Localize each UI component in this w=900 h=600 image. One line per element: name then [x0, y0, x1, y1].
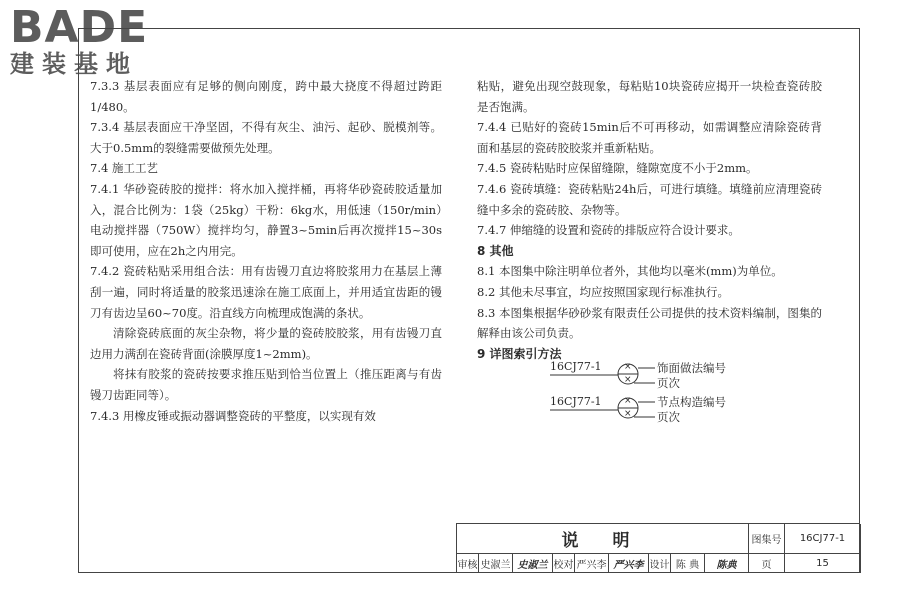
paragraph-7-3-3: 7.3.3 基层表面应有足够的侧向刚度，跨中最大挠度不得超过跨距1/480。	[90, 79, 442, 114]
page-number: 15	[785, 554, 861, 573]
paragraph-8-3: 8.3 本图集根据华砂砂浆有限责任公司提供的技术资料编制，图集的解释由该公司负责。	[477, 305, 822, 341]
review-label: 审核	[457, 554, 479, 573]
index-mark-1-top: ×	[624, 362, 632, 372]
index-label-2-bottom: 页次	[657, 410, 680, 424]
paragraph-7-4-1: 7.4.1 华砂瓷砖胶的搅拌：将水加入搅拌桶，再将华砂瓷砖胶适量加入，混合比例为：1袋（25kg）干粉：6kg水，用低速（150r/min）电动搅拌器（750W）搅拌均匀，静置3~5min后再次搅拌15~30s即可使用，应在2h之内用完。	[90, 181, 442, 258]
index-code-1: 16CJ77-1	[550, 360, 602, 373]
proofreader-signature: 严兴李	[609, 554, 649, 573]
atlas-no-label: 图集号	[749, 524, 785, 554]
paragraph-7-4-3-cont: 粘贴，避免出现空鼓现象，每粘贴10块瓷砖应揭开一块检查瓷砖胶是否饱满。	[477, 79, 822, 114]
heading-7-4: 7.4 施工工艺	[90, 161, 158, 176]
atlas-no-value: 16CJ77-1	[785, 524, 861, 554]
paragraph-7-4-5: 7.4.5 瓷砖粘贴时应保留缝隙，缝隙宽度不小于2mm。	[477, 161, 758, 176]
paragraph-press-tile: 将抹有胶浆的瓷砖按要求推压贴到恰当位置上（推压距离与有齿镘刀齿距同等）。	[90, 367, 442, 402]
heading-8: 8 其他	[477, 243, 514, 258]
title-block	[456, 523, 860, 573]
logo-main-text: BADE	[10, 2, 149, 53]
paragraph-7-4-7: 7.4.7 伸缩缝的设置和瓷砖的排版应符合设计要求。	[477, 223, 740, 238]
paragraph-7-4-6: 7.4.6 瓷砖填缝：瓷砖粘贴24h后，可进行填缝。填缝前应清理瓷砖缝中多余的瓷砖胶、杂物等。	[477, 181, 822, 217]
index-mark-2-top: ×	[624, 396, 632, 406]
left-text-column	[90, 76, 442, 426]
index-mark-2-bottom: ×	[624, 409, 632, 419]
proof-label: 校对	[553, 554, 575, 573]
paragraph-7-4-4: 7.4.4 已贴好的瓷砖15min后不可再移动，如需调整应清除瓷砖背面和基层的瓷砖胶胶浆并重新粘贴。	[477, 120, 822, 155]
page-label: 页	[749, 554, 785, 573]
reviewer-name: 史淑兰	[479, 554, 513, 573]
design-label: 设计	[649, 554, 671, 573]
index-label-1-top: 饰面做法编号	[657, 361, 726, 375]
index-code-2: 16CJ77-1	[550, 395, 602, 408]
index-mark-1-bottom: ×	[624, 375, 632, 385]
designer-name: 陈 典	[671, 554, 705, 573]
paragraph-7-4-3: 7.4.3 用橡皮锤或振动器调整瓷砖的平整度，以实现有效	[90, 408, 376, 423]
index-label-1-bottom: 页次	[657, 376, 680, 390]
index-label-2-top: 节点构造编号	[657, 395, 726, 409]
reviewer-signature: 史淑兰	[513, 554, 553, 573]
proofreader-name: 严兴李	[575, 554, 609, 573]
detail-index-diagram	[540, 358, 800, 428]
designer-signature: 陈典	[705, 554, 749, 573]
paragraph-clean-tile: 清除瓷砖底面的灰尘杂物，将少量的瓷砖胶胶浆，用有齿镘刀直边用力满刮在瓷砖背面(涂膜厚度1~2mm)。	[90, 326, 442, 361]
title-block-title: 说 明	[457, 524, 749, 554]
paragraph-7-4-2: 7.4.2 瓷砖粘贴采用组合法：用有齿镘刀直边将胶浆用力在基层上薄刮一遍，同时将适量的胶浆迅速涂在施工底面上，并用适宜齿距的镘刀有齿边呈60~70度。沿直线方向梳理成饱满的条状。	[90, 264, 442, 320]
logo-sub-text: 建装基地	[10, 50, 138, 78]
paragraph-8-2: 8.2 其他未尽事宜，均应按照国家现行标准执行。	[477, 284, 729, 299]
paragraph-8-1: 8.1 本图集中除注明单位者外，其他均以毫米(mm)为单位。	[477, 264, 783, 279]
paragraph-7-3-4: 7.3.4 基层表面应干净坚固，不得有灰尘、油污、起砂、脱模剂等。大于0.5mm的裂缝需要做预先处理。	[90, 120, 442, 155]
right-text-column	[477, 76, 822, 364]
heading-9: 9 详图索引方法	[477, 346, 562, 361]
